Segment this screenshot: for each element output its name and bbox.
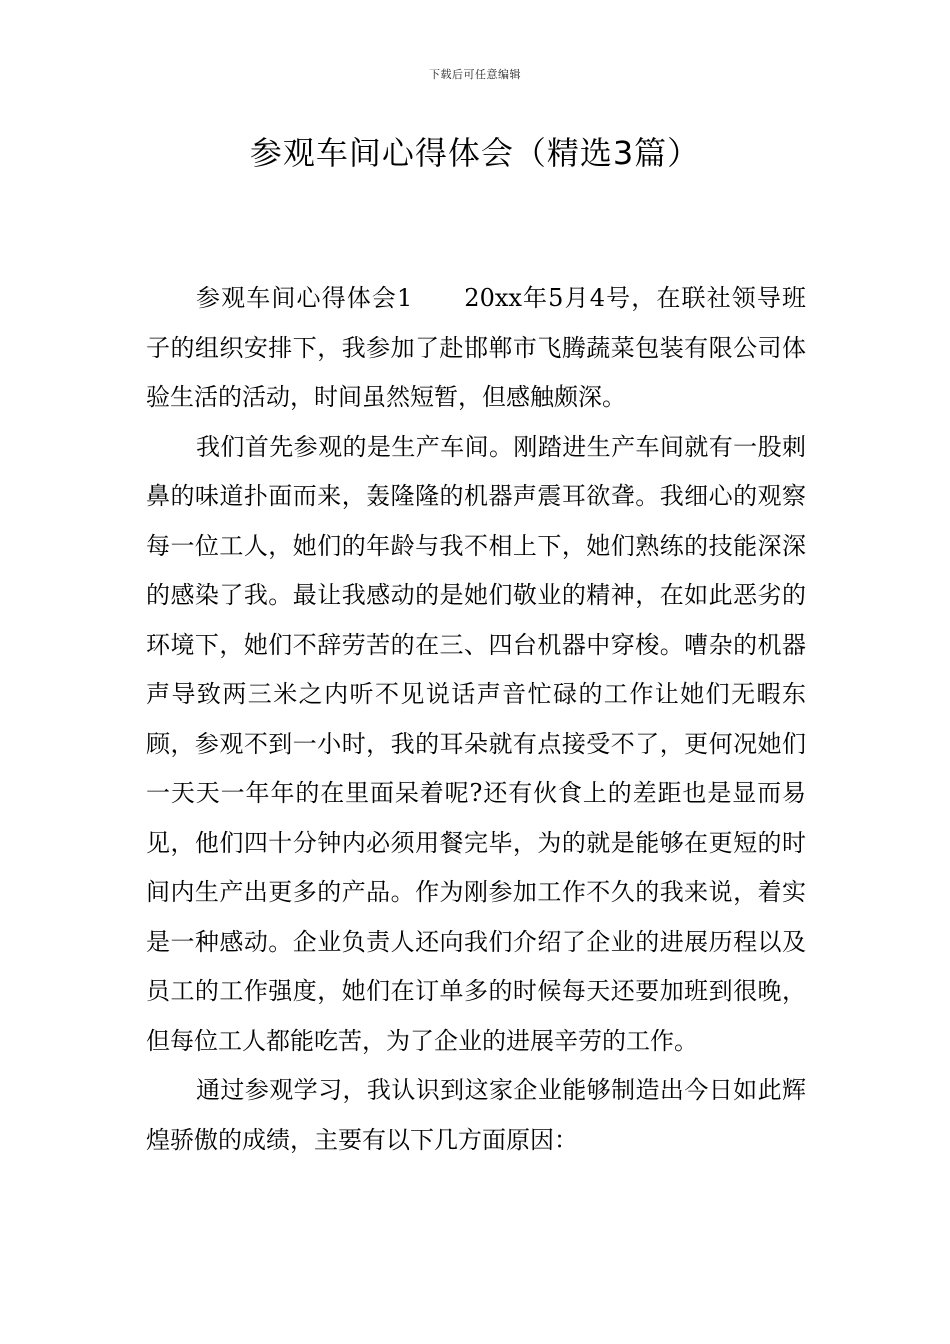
- document-body: [146, 274, 806, 1165]
- paragraph-3: 通过参观学习，我认识到这家企业能够制造出今日如此辉煌骄傲的成绩，主要有以下几方面原因：: [146, 1076, 806, 1154]
- header-note: 下载后可任意编辑: [429, 68, 521, 81]
- paragraph-2: 我们首先参观的是生产车间。刚踏进生产车间就有一股刺鼻的味道扑面而来，轰隆隆的机器声震耳欲聋。我细心的观察每一位工人，她们的年龄与我不相上下，她们熟练的技能深深的感染了我。最让我感动的是她们敬业的精神，在如此恶劣的环境下，她们不辞劳苦的在三、四台机器中穿梭。嘈杂的机器声导致两三米之内听不见说话声音忙碌的工作让她们无暇东顾，参观不到一小时，我的耳朵就有点接受不了，更何况她们一天天一年年的在里面呆着呢?还有伙食上的差距也是显而易见，他们四十分钟内必须用餐完毕，为的就是能够在更短的时间内生产出更多的产品。作为刚参加工作不久的我来说，着实是一种感动。企业负责人还向我们介绍了企业的进展历程以及员工的工作强度，她们在订单多的时候每天还要加班到很晚，但每位工人都能吃苦，为了企业的进展辛劳的工作。: [146, 432, 806, 1055]
- paragraph-1-text: 20xx年5月4号，在联社领导班子的组织安排下，我参加了赴邯郸市飞腾蔬菜包装有限公司体验生活的活动，时间虽然短暂，但感触颇深。: [146, 284, 806, 411]
- document-title: 参观车间心得体会（精选3篇）: [249, 134, 701, 172]
- paragraph-1: [146, 274, 806, 423]
- paragraph-1-lead: 参观车间心得体会1: [196, 284, 413, 312]
